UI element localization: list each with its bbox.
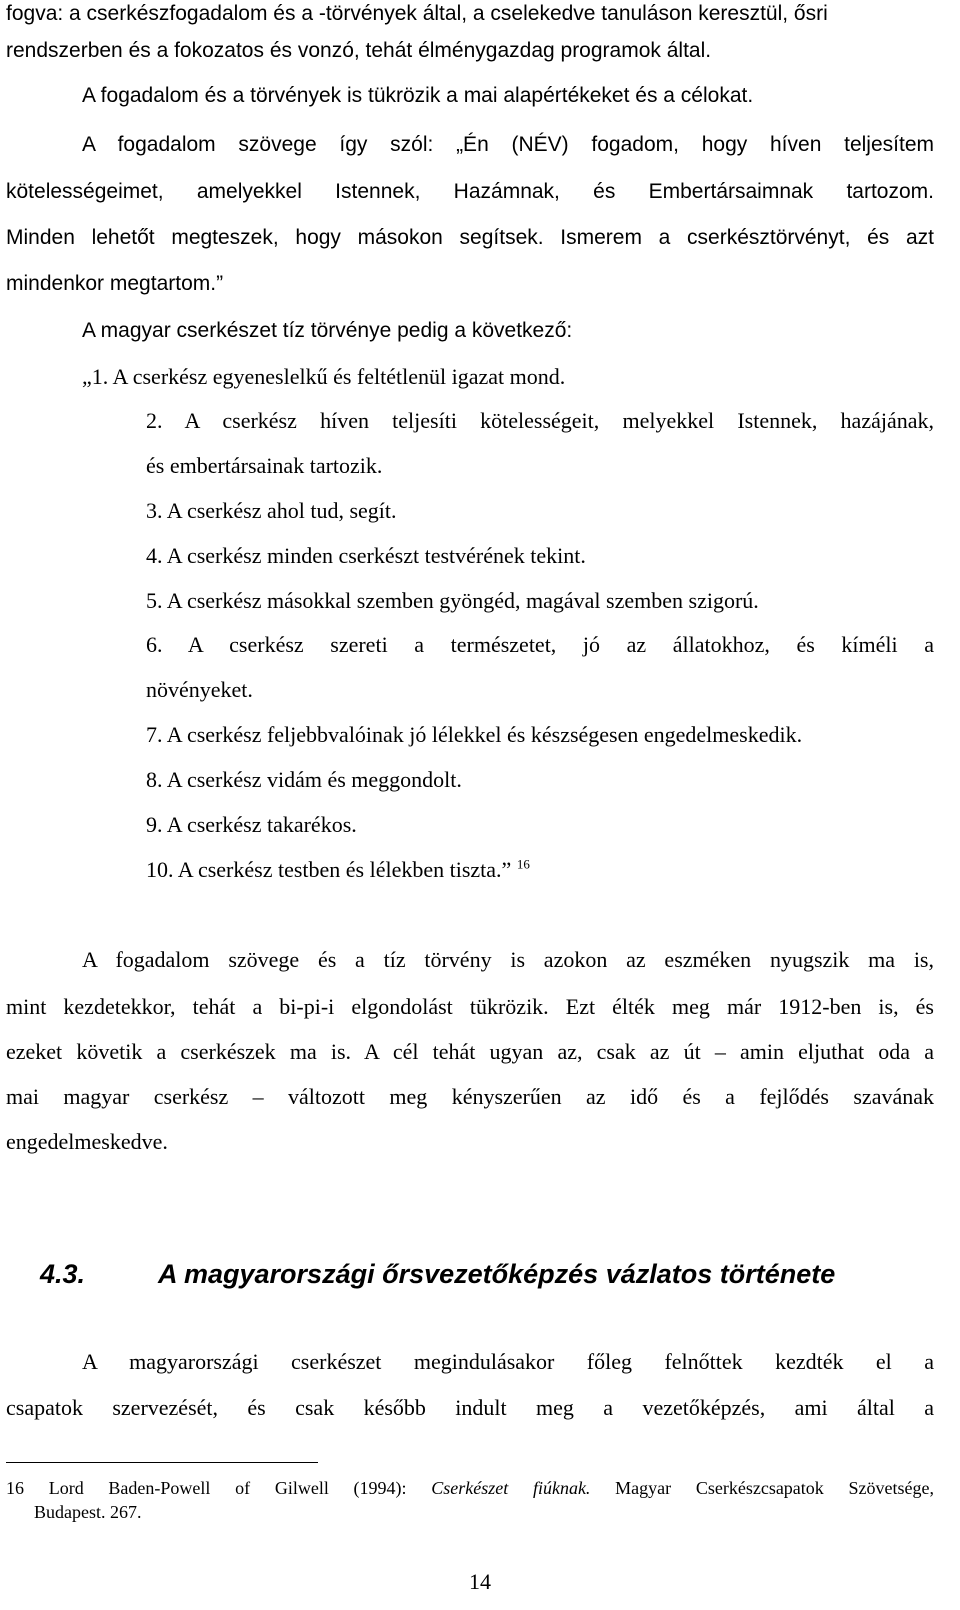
section-number: 4.3. [40,1259,86,1289]
law-item: 5. A cserkész másokkal szemben gyöngéd, magával szemben szigorú. [146,588,759,613]
laws-intro: A magyar cserkészet tíz törvénye pedig a következő: [82,319,573,342]
paragraph-line: mai magyar cserkész – változott meg kényszerűen az idő és a fejlődés szavának [6,1084,934,1109]
law-item-last [146,856,530,884]
law-item: 9. A cserkész takarékos. [146,812,357,837]
footnote-separator [6,1462,318,1463]
paragraph-line: ezeket követik a cserkészek ma is. A cél tehát ugyan az, csak az út – amin eljuthat oda a [6,1039,934,1064]
footnote-text: Lord Baden-Powell of Gilwell (1994): [48,1478,432,1498]
law-item: 6. A cserkész szereti a természetet, jó az állatokhoz, és kíméli a [146,632,934,657]
law-item-text: 10. A cserkész testben és lélekben tiszta.” [146,857,512,882]
oath-text-line: Minden lehetőt megteszek, hogy másokon segítsek. Ismerem a cserkésztörvényt, és azt [6,226,934,249]
page-number: 14 [469,1569,491,1594]
body-text-line: fogva: a cserkészfogadalom és a -törvények által, a cselekedve tanuláson keresztül, ősri [6,2,828,25]
body-text-line: rendszerben és a fokozatos és vonzó, tehát élménygazdag programok által. [6,39,712,62]
oath-text-line: A fogadalom szövege így szól: „Én (NÉV) fogadom, hogy híven teljesítem [82,133,934,156]
paragraph-line: A fogadalom szövege és a tíz törvény is azokon az eszméken nyugszik ma is, [82,947,934,972]
footnote-reference: 16 [516,856,530,872]
footnote-number: 16 [6,1478,24,1498]
footnote-text: Magyar Cserkészcsapatok Szövetsége, [590,1478,934,1498]
section-title: A magyarországi őrsvezetőképzés vázlatos története [158,1259,836,1289]
footnote-book-title: Cserkészet fiúknak. [431,1478,591,1498]
paragraph-line: mint kezdetekkor, tehát a bi-pi-i elgondolást tükrözik. Ezt élték meg már 1912-ben is, és [6,994,934,1019]
paragraph-line: csapatok szervezését, és csak később indult meg a vezetőképzés, ami által a [6,1395,934,1420]
oath-text-line: mindenkor megtartom.” [6,272,224,295]
law-item: 8. A cserkész vidám és meggondolt. [146,767,462,792]
law-item: 3. A cserkész ahol tud, segít. [146,498,397,523]
law-item: és embertársainak tartozik. [146,453,383,478]
footnote-line [6,1476,934,1500]
law-item: növényeket. [146,677,253,702]
body-text-line: A fogadalom és a törvények is tükrözik a mai alapértékeket és a célokat. [82,84,754,107]
law-item: 2. A cserkész híven teljesíti kötelességeit, melyekkel Istennek, hazájának, [146,408,934,433]
oath-text-line: kötelességeimet, amelyekkel Istennek, Hazámnak, és Embertársaimnak tartozom. [6,180,934,203]
footnote-line: Budapest. 267. [34,1502,142,1522]
paragraph-line: engedelmeskedve. [6,1129,168,1154]
law-item: „1. A cserkész egyeneslelkű és feltétlenül igazat mond. [82,364,566,389]
law-item: 4. A cserkész minden cserkészt testvérének tekint. [146,543,586,568]
paragraph-line: A magyarországi cserkészet megindulásakor főleg felnőttek kezdték el a [82,1349,934,1374]
law-item: 7. A cserkész feljebbvalóinak jó lélekkel és készségesen engedelmeskedik. [146,722,803,747]
